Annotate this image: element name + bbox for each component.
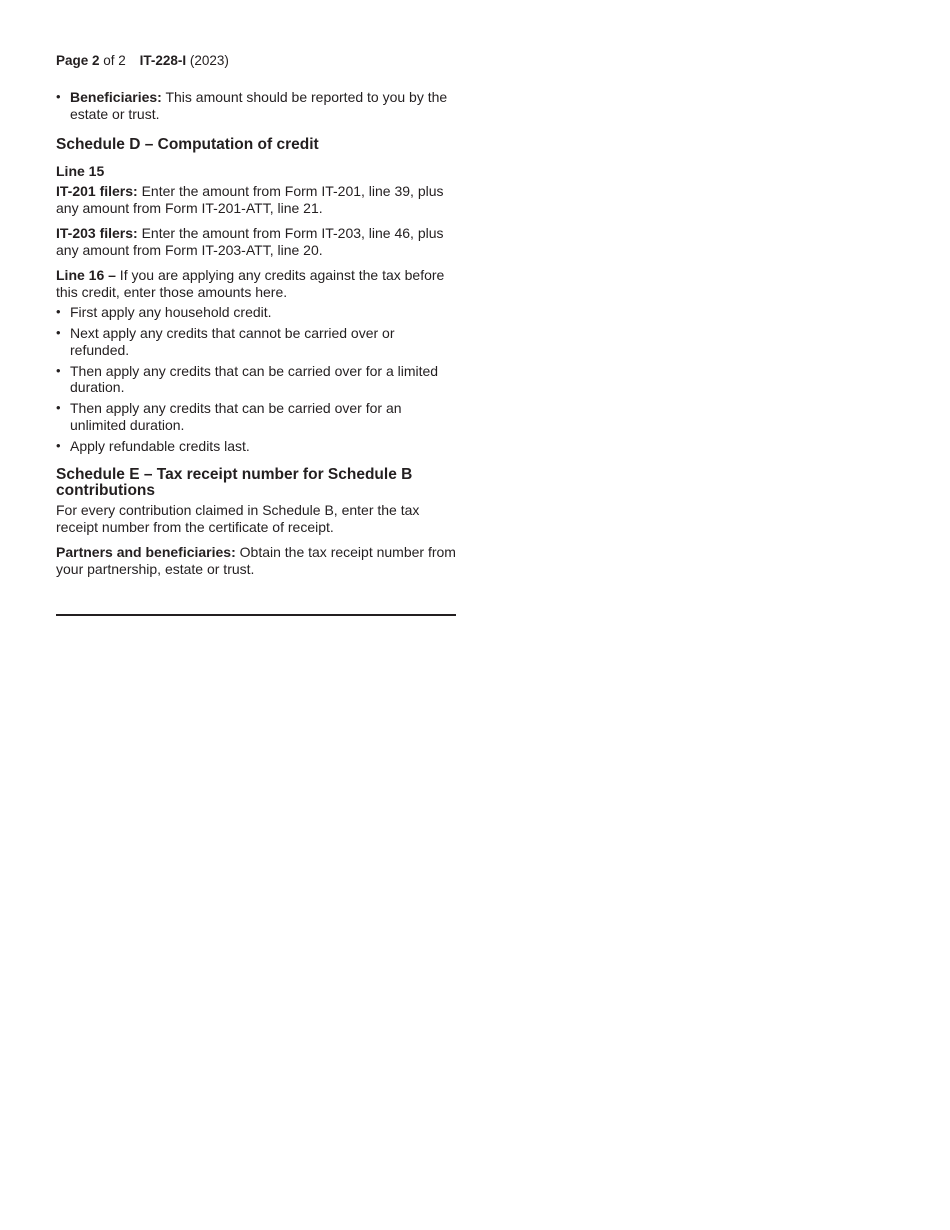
page-header bbox=[56, 52, 456, 70]
beneficiaries-lead: Beneficiaries: bbox=[70, 89, 162, 105]
it201-text: Enter the amount from Form IT-201, line 39, plus any amount from Form IT-201-ATT, line 21. bbox=[56, 183, 444, 216]
list-item: • Next apply any credits that cannot be carried over or refunded. bbox=[56, 325, 456, 358]
form-id: IT-228-I bbox=[139, 53, 187, 68]
schedule-e-paragraph: For every contribution claimed in Schedule B, enter the tax receipt number from the certificate of receipt. bbox=[56, 502, 420, 535]
it203-text: Enter the amount from Form IT-203, line 46, plus any amount from Form IT-203-ATT, line 20. bbox=[56, 225, 444, 258]
list-item: • Then apply any credits that can be carried over for an unlimited duration. bbox=[56, 400, 456, 433]
line-16-text: If you are applying any credits against the tax before this credit, enter those amounts here. bbox=[56, 267, 445, 300]
it203-lead: IT-203 filers: bbox=[56, 225, 138, 241]
credit-order-list bbox=[56, 304, 456, 454]
page-total: of 2 bbox=[103, 53, 126, 68]
section-divider bbox=[56, 614, 456, 616]
document-page bbox=[56, 52, 456, 577]
line-16-paragraph bbox=[56, 267, 456, 300]
form-year: (2023) bbox=[189, 53, 229, 68]
list-item: • Apply refundable credits last. bbox=[56, 438, 456, 455]
line-16-lead: Line 16 – bbox=[56, 267, 116, 283]
line-15-heading: Line 15 bbox=[56, 163, 105, 179]
beneficiaries-bullet bbox=[56, 89, 456, 122]
partners-paragraph bbox=[56, 544, 456, 577]
partners-text: Obtain the tax receipt number from your partnership, estate or trust. bbox=[56, 544, 456, 577]
page-number: Page 2 bbox=[56, 53, 100, 68]
schedule-e-heading: Schedule E – Tax receipt number for Schedule B contributions bbox=[56, 466, 413, 499]
beneficiaries-text: This amount should be reported to you by the estate or trust. bbox=[70, 89, 448, 122]
intro-bullet-list bbox=[56, 89, 456, 122]
it203-paragraph bbox=[56, 225, 456, 258]
partners-lead: Partners and beneficiaries: bbox=[56, 544, 236, 560]
it201-lead: IT-201 filers: bbox=[56, 183, 138, 199]
list-item: • First apply any household credit. bbox=[56, 304, 456, 321]
list-item: • Then apply any credits that can be carried over for a limited duration. bbox=[56, 363, 456, 396]
it201-paragraph bbox=[56, 183, 456, 216]
schedule-d-heading: Schedule D – Computation of credit bbox=[56, 136, 319, 153]
